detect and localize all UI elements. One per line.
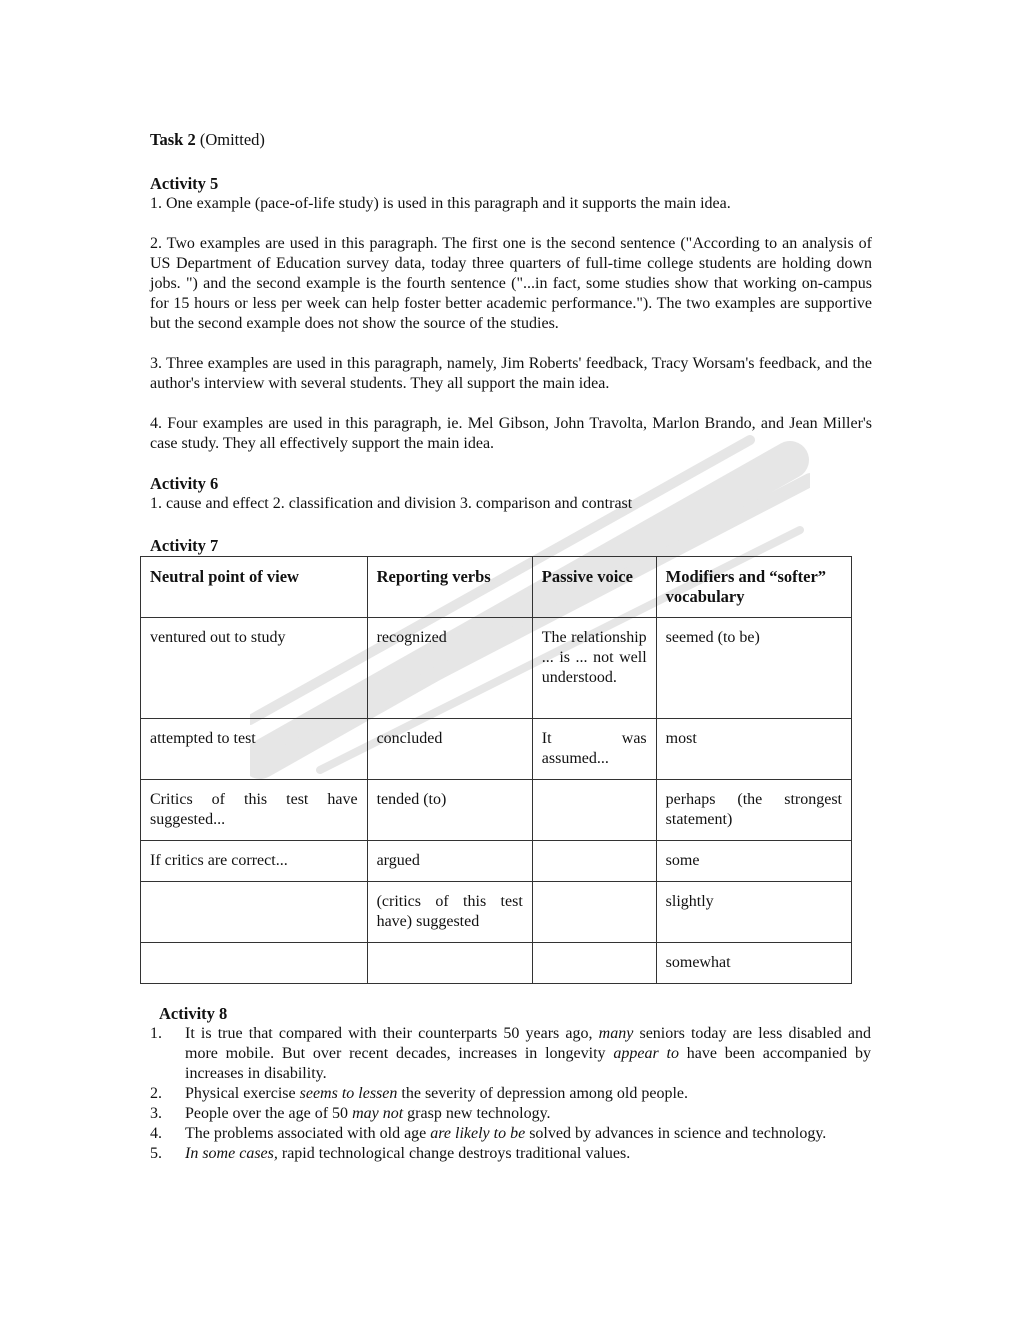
hedging-phrase: may not bbox=[352, 1105, 404, 1122]
table-cell: argued bbox=[367, 841, 532, 882]
table-cell: most bbox=[656, 719, 851, 780]
hedging-phrase: In some cases, bbox=[185, 1145, 278, 1162]
table-cell: recognized bbox=[367, 618, 532, 719]
list-item bbox=[150, 1124, 871, 1144]
table-cell: some bbox=[656, 841, 851, 882]
task2-note: (Omitted) bbox=[199, 130, 265, 149]
activity8-list bbox=[150, 1024, 872, 1164]
list-item-number: 3. bbox=[150, 1105, 162, 1122]
table-cell: If critics are correct... bbox=[141, 841, 368, 882]
table-header-row bbox=[141, 557, 852, 618]
table-cell bbox=[532, 943, 656, 984]
activity5-item-3: 3. Three examples are used in this paragraph, namely, Jim Roberts' feedback, Tracy Worsam's feedback, and the author's interview with several students. They all support the main idea. bbox=[150, 355, 872, 392]
table-cell: seemed (to be) bbox=[656, 618, 851, 719]
table-header-cell: Reporting verbs bbox=[367, 557, 532, 618]
list-item-number: 1. bbox=[150, 1025, 162, 1042]
activity6-answers: 1. cause and effect 2. classification and division 3. comparison and contrast bbox=[150, 495, 633, 512]
table-cell bbox=[141, 943, 368, 984]
table-row bbox=[141, 943, 852, 984]
list-item-text: the severity of depression among old people. bbox=[397, 1085, 688, 1102]
table-header-cell: Neutral point of view bbox=[141, 557, 368, 618]
list-item bbox=[150, 1104, 871, 1124]
table-cell bbox=[141, 882, 368, 943]
list-item-number: 2. bbox=[150, 1085, 162, 1102]
document-page bbox=[150, 130, 872, 1162]
table-cell bbox=[532, 841, 656, 882]
table-cell: ventured out to study bbox=[141, 618, 368, 719]
list-item bbox=[150, 1084, 871, 1104]
table-header-cell: Modifiers and “softer” vocabulary bbox=[656, 557, 851, 618]
activity7-title: Activity 7 bbox=[150, 536, 219, 555]
table-cell: slightly bbox=[656, 882, 851, 943]
hedging-phrase: seems to lessen bbox=[299, 1085, 398, 1102]
table-row bbox=[141, 841, 852, 882]
task2-heading bbox=[150, 130, 872, 150]
table-cell bbox=[532, 882, 656, 943]
table-cell: The relationship ... is ... not well understood. bbox=[532, 618, 656, 719]
list-item-text: solved by advances in science and technology. bbox=[525, 1125, 827, 1142]
task2-title: Task 2 bbox=[150, 130, 196, 149]
table-cell: somewhat bbox=[656, 943, 851, 984]
table-row bbox=[141, 618, 852, 719]
table-cell: It was assumed... bbox=[532, 719, 656, 780]
list-item-text: grasp new technology. bbox=[403, 1105, 551, 1122]
activity5-item-2: 2. Two examples are used in this paragraph. The first one is the second sentence ("According to an analysis of US Department of Education survey data, today three quarters of full-time college students are holding down jobs. ") and the second example is the fourth sentence ("...in fact, some studies show that working on-campus for 15 hours or less per week can help foster better academic performance."). The two examples are supportive but the second example does not show the source of the studies. bbox=[150, 235, 872, 332]
activity6-title: Activity 6 bbox=[150, 474, 219, 493]
list-item-text: have been accompanied by increases in disability. bbox=[185, 1045, 871, 1082]
list-item-number: 4. bbox=[150, 1125, 162, 1142]
table-cell: perhaps (the strongest statement) bbox=[656, 780, 851, 841]
activity7-table bbox=[140, 556, 852, 984]
table-row bbox=[141, 719, 852, 780]
list-item-text: Physical exercise bbox=[185, 1085, 300, 1102]
hedging-phrase: many bbox=[598, 1025, 634, 1042]
table-cell: concluded bbox=[367, 719, 532, 780]
list-item bbox=[150, 1024, 872, 1084]
activity5-item-4: 4. Four examples are used in this paragraph, ie. Mel Gibson, John Travolta, Marlon Brando, and Jean Miller's case study. They all effectively support the main idea. bbox=[150, 415, 872, 452]
table-cell bbox=[532, 780, 656, 841]
list-item-text: It is true that compared with their counterparts 50 years ago, bbox=[185, 1025, 599, 1042]
table-cell: (critics of this test have) suggested bbox=[367, 882, 532, 943]
list-item-text: rapid technological change destroys traditional values. bbox=[277, 1145, 631, 1162]
activity8-section bbox=[150, 1004, 872, 1164]
table-row bbox=[141, 780, 852, 841]
table-cell: tended (to) bbox=[367, 780, 532, 841]
table-cell bbox=[367, 943, 532, 984]
table-cell: attempted to test bbox=[141, 719, 368, 780]
hedging-phrase: appear to bbox=[613, 1045, 679, 1062]
activity8-title: Activity 8 bbox=[159, 1004, 228, 1023]
activity5-section bbox=[150, 174, 872, 454]
list-item-text: The problems associated with old age bbox=[185, 1125, 431, 1142]
table-cell: Critics of this test have suggested... bbox=[141, 780, 368, 841]
activity6-section bbox=[150, 474, 872, 514]
activity5-title: Activity 5 bbox=[150, 174, 219, 193]
table-row bbox=[141, 882, 852, 943]
activity5-item-1: 1. One example (pace-of-life study) is used in this paragraph and it supports the main idea. bbox=[150, 195, 731, 212]
list-item-number: 5. bbox=[150, 1145, 162, 1162]
list-item bbox=[150, 1144, 871, 1164]
hedging-phrase: are likely to be bbox=[430, 1125, 526, 1142]
list-item-text: People over the age of 50 bbox=[185, 1105, 353, 1122]
list-item-text: seniors today are less disabled and more mobile. But over recent decades, increases in longevity bbox=[185, 1025, 872, 1062]
table-header-cell: Passive voice bbox=[532, 557, 656, 618]
